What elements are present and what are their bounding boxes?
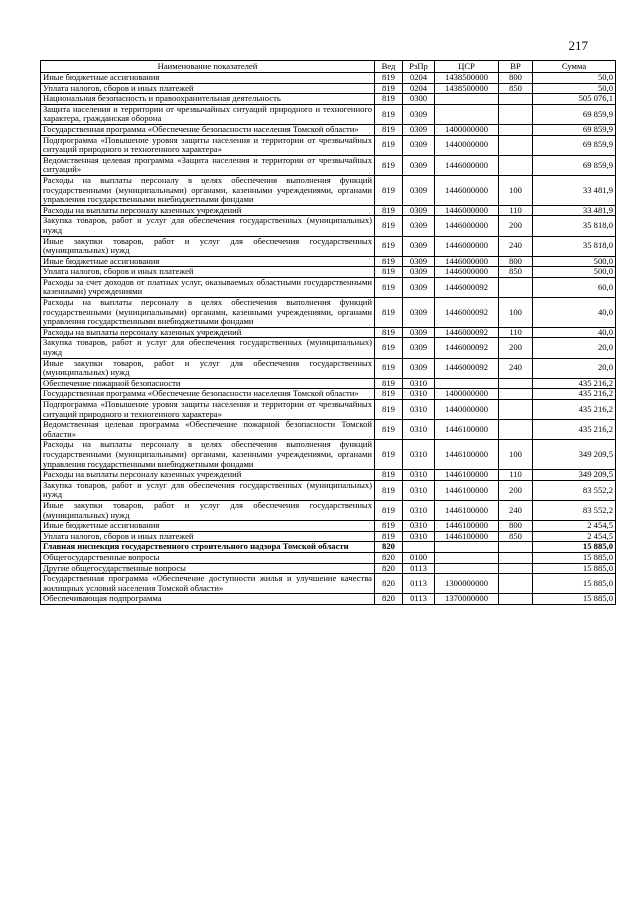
cell-sum: 69 859,9 (533, 155, 616, 175)
cell-rzpr: 0310 (403, 389, 435, 400)
cell-ved: 819 (375, 440, 403, 470)
cell-name: Расходы на выплаты персоналу в целях обеспечения выполнения функций государственными (муниципальными) органами, казенными учреждениями, органами управления государственными внебюджетными фондами (41, 298, 375, 328)
cell-name: Подпрограмма «Повышение уровня защиты населения и территории от чрезвычайных ситуаций природного и техногенного характера» (41, 400, 375, 420)
cell-rzpr: 0113 (403, 574, 435, 594)
cell-ved: 820 (375, 563, 403, 574)
cell-vr: 240 (499, 500, 533, 520)
cell-name: Главная инспекция государственного строительного надзора Томской области (41, 542, 375, 553)
table-row (41, 104, 616, 124)
header-name: Наименование показателей (41, 61, 375, 73)
cell-sum: 40,0 (533, 298, 616, 328)
cell-csr: 1446000000 (435, 216, 499, 236)
cell-csr: 1446000092 (435, 338, 499, 358)
cell-csr (435, 94, 499, 105)
cell-name: Иные бюджетные ассигнования (41, 73, 375, 84)
cell-rzpr: 0310 (403, 400, 435, 420)
cell-vr (499, 552, 533, 563)
cell-sum: 435 216,2 (533, 420, 616, 440)
cell-name: Расходы на выплаты персоналу в целях обеспечения выполнения функций государственными (муниципальными) органами, казенными учреждениями, органами управления государственными внебюджетными фондами (41, 440, 375, 470)
cell-ved: 819 (375, 135, 403, 155)
cell-csr: 1446000000 (435, 236, 499, 256)
cell-rzpr: 0113 (403, 594, 435, 605)
cell-sum: 83 552,2 (533, 480, 616, 500)
cell-vr (499, 400, 533, 420)
cell-rzpr: 0310 (403, 500, 435, 520)
cell-ved: 819 (375, 298, 403, 328)
cell-vr: 110 (499, 327, 533, 338)
table-row (41, 277, 616, 297)
cell-vr: 110 (499, 205, 533, 216)
cell-name: Закупка товаров, работ и услуг для обеспечения государственных (муниципальных) нужд (41, 480, 375, 500)
table-row (41, 94, 616, 105)
cell-csr: 1446100000 (435, 480, 499, 500)
cell-sum: 15 885,0 (533, 574, 616, 594)
cell-csr: 1446100000 (435, 500, 499, 520)
table-row (41, 267, 616, 278)
cell-name: Обеспечивающая подпрограмма (41, 594, 375, 605)
cell-csr: 1446100000 (435, 440, 499, 470)
cell-rzpr: 0309 (403, 216, 435, 236)
table-row (41, 552, 616, 563)
cell-ved: 819 (375, 94, 403, 105)
cell-rzpr: 0309 (403, 236, 435, 256)
cell-sum: 20,0 (533, 338, 616, 358)
table-header-row (41, 61, 616, 73)
cell-csr: 1446000092 (435, 358, 499, 378)
cell-csr (435, 552, 499, 563)
cell-sum: 83 552,2 (533, 500, 616, 520)
table-body (41, 73, 616, 605)
table-row (41, 574, 616, 594)
cell-sum: 69 859,9 (533, 104, 616, 124)
cell-csr: 1446000000 (435, 205, 499, 216)
cell-vr (499, 542, 533, 553)
cell-ved: 820 (375, 574, 403, 594)
cell-vr: 200 (499, 216, 533, 236)
cell-csr: 1400000000 (435, 389, 499, 400)
cell-sum: 33 481,9 (533, 175, 616, 205)
table-row (41, 298, 616, 328)
header-rzpr: РзПр (403, 61, 435, 73)
cell-csr (435, 378, 499, 389)
cell-vr (499, 94, 533, 105)
table-row (41, 155, 616, 175)
cell-ved: 819 (375, 327, 403, 338)
table-row (41, 542, 616, 553)
cell-name: Уплата налогов, сборов и иных платежей (41, 531, 375, 542)
cell-vr (499, 277, 533, 297)
table-row (41, 338, 616, 358)
cell-sum: 2 454,5 (533, 521, 616, 532)
cell-rzpr: 0310 (403, 378, 435, 389)
cell-rzpr: 0309 (403, 338, 435, 358)
cell-sum: 35 818,0 (533, 216, 616, 236)
cell-name: Иные бюджетные ассигнования (41, 521, 375, 532)
page-number: 217 (568, 38, 588, 53)
cell-name: Иные бюджетные ассигнования (41, 256, 375, 267)
cell-sum: 349 209,5 (533, 440, 616, 470)
cell-ved: 820 (375, 594, 403, 605)
cell-ved: 819 (375, 104, 403, 124)
cell-rzpr: 0310 (403, 440, 435, 470)
cell-ved: 819 (375, 236, 403, 256)
cell-rzpr: 0309 (403, 358, 435, 378)
table-row (41, 236, 616, 256)
cell-rzpr: 0309 (403, 135, 435, 155)
cell-vr: 800 (499, 73, 533, 84)
cell-csr: 1446000000 (435, 267, 499, 278)
cell-vr (499, 574, 533, 594)
cell-csr (435, 563, 499, 574)
cell-name: Расходы на выплаты персоналу казенных учреждений (41, 327, 375, 338)
cell-rzpr: 0309 (403, 298, 435, 328)
cell-rzpr: 0309 (403, 155, 435, 175)
cell-vr (499, 124, 533, 135)
cell-vr: 850 (499, 267, 533, 278)
cell-ved: 819 (375, 83, 403, 94)
cell-sum: 435 216,2 (533, 378, 616, 389)
cell-csr (435, 542, 499, 553)
cell-rzpr: 0309 (403, 277, 435, 297)
cell-ved: 819 (375, 531, 403, 542)
table-row (41, 470, 616, 481)
header-sum: Сумма (533, 61, 616, 73)
cell-rzpr: 0309 (403, 104, 435, 124)
cell-csr: 1446100000 (435, 531, 499, 542)
cell-vr: 850 (499, 531, 533, 542)
cell-rzpr: 0309 (403, 267, 435, 278)
cell-ved: 819 (375, 500, 403, 520)
cell-sum: 435 216,2 (533, 400, 616, 420)
cell-csr (435, 104, 499, 124)
cell-vr: 800 (499, 256, 533, 267)
cell-name: Национальная безопасность и правоохранительная деятельность (41, 94, 375, 105)
cell-name: Уплата налогов, сборов и иных платежей (41, 267, 375, 278)
cell-vr: 100 (499, 298, 533, 328)
cell-ved: 819 (375, 175, 403, 205)
cell-rzpr: 0309 (403, 205, 435, 216)
table-row (41, 175, 616, 205)
cell-ved: 819 (375, 124, 403, 135)
table-row (41, 73, 616, 84)
cell-name: Государственная программа «Обеспечение безопасности населения Томской области» (41, 124, 375, 135)
cell-csr: 1370000000 (435, 594, 499, 605)
cell-vr (499, 378, 533, 389)
cell-ved: 819 (375, 400, 403, 420)
cell-name: Другие общегосударственные вопросы (41, 563, 375, 574)
table-row (41, 420, 616, 440)
cell-vr (499, 104, 533, 124)
cell-vr: 100 (499, 440, 533, 470)
cell-vr: 240 (499, 236, 533, 256)
cell-vr: 850 (499, 83, 533, 94)
cell-ved: 820 (375, 552, 403, 563)
cell-vr: 200 (499, 338, 533, 358)
cell-csr: 1400000000 (435, 124, 499, 135)
cell-ved: 819 (375, 358, 403, 378)
cell-rzpr: 0309 (403, 124, 435, 135)
table-row (41, 124, 616, 135)
cell-vr (499, 155, 533, 175)
cell-name: Обеспечение пожарной безопасности (41, 378, 375, 389)
table-row (41, 256, 616, 267)
cell-rzpr: 0310 (403, 470, 435, 481)
cell-name: Расходы на выплаты персоналу в целях обеспечения выполнения функций государственными (муниципальными) органами, казенными учреждениями, органами управления государственными внебюджетными фондами (41, 175, 375, 205)
cell-sum: 2 454,5 (533, 531, 616, 542)
cell-name: Государственная программа «Обеспечение безопасности населения Томской области» (41, 389, 375, 400)
cell-sum: 20,0 (533, 358, 616, 378)
cell-csr: 1446100000 (435, 470, 499, 481)
cell-sum: 15 885,0 (533, 563, 616, 574)
cell-csr: 1438500000 (435, 73, 499, 84)
cell-name: Расходы на выплаты персоналу казенных учреждений (41, 470, 375, 481)
cell-ved: 819 (375, 277, 403, 297)
cell-ved: 819 (375, 378, 403, 389)
table-row (41, 358, 616, 378)
table-row (41, 216, 616, 236)
cell-name: Расходы на выплаты персоналу казенных учреждений (41, 205, 375, 216)
cell-sum: 69 859,9 (533, 124, 616, 135)
table-row (41, 500, 616, 520)
cell-sum: 33 481,9 (533, 205, 616, 216)
cell-rzpr: 0309 (403, 175, 435, 205)
cell-vr: 200 (499, 480, 533, 500)
cell-sum: 505 076,1 (533, 94, 616, 105)
cell-csr: 1446000092 (435, 298, 499, 328)
cell-name: Подпрограмма «Повышение уровня защиты населения и территории от чрезвычайных ситуаций природного и техногенного характера» (41, 135, 375, 155)
table-row (41, 531, 616, 542)
cell-csr: 1440000000 (435, 135, 499, 155)
cell-csr: 1446000092 (435, 277, 499, 297)
cell-name: Ведомственная целевая программа «Защита населения и территории от чрезвычайных ситуаций» (41, 155, 375, 175)
cell-sum: 15 885,0 (533, 594, 616, 605)
cell-vr (499, 420, 533, 440)
cell-vr (499, 594, 533, 605)
cell-rzpr: 0300 (403, 94, 435, 105)
cell-vr: 100 (499, 175, 533, 205)
cell-ved: 819 (375, 480, 403, 500)
budget-table (40, 60, 616, 605)
cell-csr: 1438500000 (435, 83, 499, 94)
cell-vr (499, 563, 533, 574)
cell-name: Иные закупки товаров, работ и услуг для обеспечения государственных (муниципальных) нужд (41, 500, 375, 520)
table-row (41, 440, 616, 470)
table-row (41, 400, 616, 420)
cell-sum: 500,0 (533, 267, 616, 278)
cell-sum: 435 216,2 (533, 389, 616, 400)
cell-sum: 500,0 (533, 256, 616, 267)
cell-ved: 819 (375, 73, 403, 84)
cell-rzpr: 0309 (403, 327, 435, 338)
header-vr: ВР (499, 61, 533, 73)
cell-rzpr: 0310 (403, 480, 435, 500)
header-ved: Вед (375, 61, 403, 73)
table-row (41, 378, 616, 389)
cell-rzpr: 0309 (403, 256, 435, 267)
cell-ved: 819 (375, 389, 403, 400)
cell-ved: 819 (375, 521, 403, 532)
cell-sum: 40,0 (533, 327, 616, 338)
cell-csr: 1446000000 (435, 256, 499, 267)
cell-name: Расходы за счет доходов от платных услуг, оказываемых областными государственными казенными) учреждениями (41, 277, 375, 297)
cell-csr: 1446000000 (435, 175, 499, 205)
cell-name: Закупка товаров, работ и услуг для обеспечения государственных (муниципальных) нужд (41, 338, 375, 358)
cell-sum: 349 209,5 (533, 470, 616, 481)
cell-sum: 15 885,0 (533, 552, 616, 563)
cell-csr: 1446100000 (435, 521, 499, 532)
cell-vr (499, 389, 533, 400)
cell-ved: 819 (375, 470, 403, 481)
cell-name: Закупка товаров, работ и услуг для обеспечения государственных (муниципальных) нужд (41, 216, 375, 236)
table-row (41, 594, 616, 605)
table-row (41, 205, 616, 216)
cell-rzpr: 0204 (403, 83, 435, 94)
cell-vr: 110 (499, 470, 533, 481)
cell-csr: 1300000000 (435, 574, 499, 594)
cell-rzpr: 0204 (403, 73, 435, 84)
cell-name: Защита населения и территории от чрезвычайных ситуаций природного и техногенного характера, гражданская оборона (41, 104, 375, 124)
cell-ved: 819 (375, 216, 403, 236)
cell-csr: 1440000000 (435, 400, 499, 420)
cell-name: Общегосударственные вопросы (41, 552, 375, 563)
header-csr: ЦСР (435, 61, 499, 73)
cell-vr: 240 (499, 358, 533, 378)
cell-name: Государственная программа «Обеспечение доступности жилья и улучшение качества жилищных условий населения Томской области» (41, 574, 375, 594)
cell-rzpr (403, 542, 435, 553)
cell-sum: 50,0 (533, 73, 616, 84)
table-row (41, 83, 616, 94)
cell-csr: 1446000092 (435, 327, 499, 338)
cell-sum: 50,0 (533, 83, 616, 94)
cell-ved: 819 (375, 267, 403, 278)
cell-ved: 819 (375, 420, 403, 440)
cell-rzpr: 0310 (403, 420, 435, 440)
cell-vr: 800 (499, 521, 533, 532)
cell-sum: 69 859,9 (533, 135, 616, 155)
table-row (41, 327, 616, 338)
table-row (41, 389, 616, 400)
cell-name: Ведомственная целевая программа «Обеспечение пожарной безопасности Томской области» (41, 420, 375, 440)
cell-csr: 1446000000 (435, 155, 499, 175)
cell-ved: 819 (375, 338, 403, 358)
cell-sum: 35 818,0 (533, 236, 616, 256)
table-row (41, 135, 616, 155)
cell-ved: 820 (375, 542, 403, 553)
cell-ved: 819 (375, 256, 403, 267)
cell-name: Уплата налогов, сборов и иных платежей (41, 83, 375, 94)
cell-rzpr: 0100 (403, 552, 435, 563)
cell-name: Иные закупки товаров, работ и услуг для обеспечения государственных (муниципальных) нужд (41, 358, 375, 378)
table-row (41, 563, 616, 574)
cell-rzpr: 0113 (403, 563, 435, 574)
cell-ved: 819 (375, 155, 403, 175)
table-row (41, 521, 616, 532)
table-row (41, 480, 616, 500)
cell-vr (499, 135, 533, 155)
cell-name: Иные закупки товаров, работ и услуг для обеспечения государственных (муниципальных) нужд (41, 236, 375, 256)
cell-rzpr: 0310 (403, 521, 435, 532)
cell-csr: 1446100000 (435, 420, 499, 440)
cell-sum: 60,0 (533, 277, 616, 297)
cell-rzpr: 0310 (403, 531, 435, 542)
cell-sum: 15 885,0 (533, 542, 616, 553)
cell-ved: 819 (375, 205, 403, 216)
